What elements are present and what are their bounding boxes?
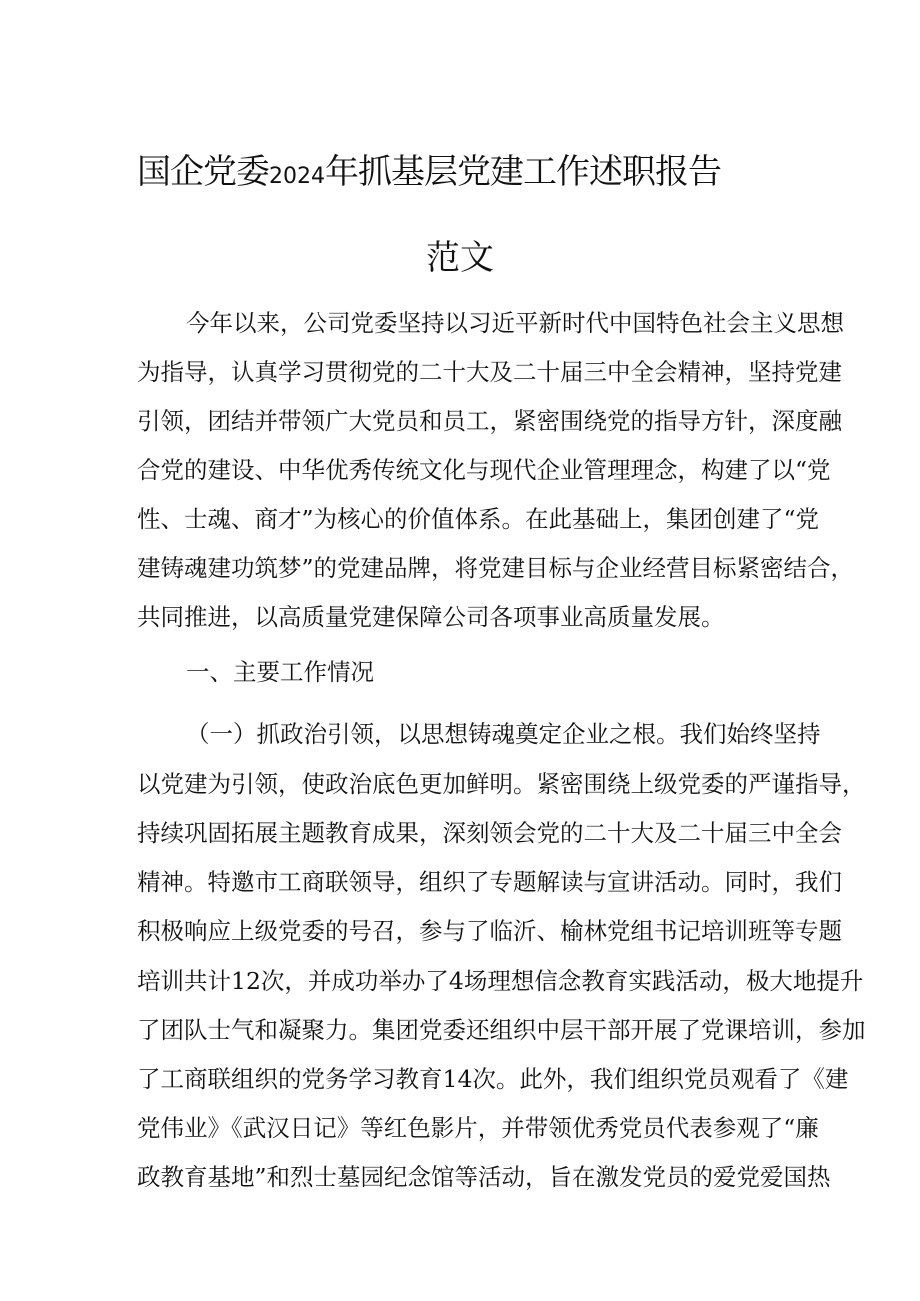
section-heading: 一、主要工作情况 bbox=[186, 658, 374, 686]
section-line: 持续巩固拓展主题教育成果，深刻领会党的二十大及二十届三中全会 bbox=[137, 819, 842, 847]
section-line: 积极响应上级党委的号召，参与了临沂、榆林党组书记培训班等专题 bbox=[137, 917, 842, 945]
title-year: 2024 bbox=[269, 164, 325, 189]
section-line: 以党建为引领，使政治底色更加鲜明。紧密围绕上级党委的严谨指导， bbox=[137, 770, 866, 798]
intro-line: 共同推进，以高质量党建保障公司各项事业高质量发展。 bbox=[137, 603, 725, 631]
section-line: 培训共计12次，并成功举办了4场理想信念教育实践活动，极大地提升 bbox=[137, 967, 864, 995]
intro-line: 今年以来，公司党委坚持以习近平新时代中国特色社会主义思想 bbox=[186, 309, 844, 337]
intro-line: 为指导，认真学习贯彻党的二十大及二十届三中全会精神，坚持党建 bbox=[137, 358, 842, 386]
intro-line: 引领，团结并带领广大党员和员工，紧密围绕党的指导方针，深度融 bbox=[137, 407, 842, 435]
intro-line: 合党的建设、中华优秀传统文化与现代企业管理理念，构建了以“党 bbox=[137, 456, 831, 484]
section-line: 精神。特邀市工商联领导，组织了专题解读与宣讲活动。同时，我们 bbox=[137, 868, 842, 896]
section-line: 政教育基地”和烈士墓园纪念馆等活动，旨在激发党员的爱党爱国热 bbox=[137, 1163, 831, 1191]
document-title-line-2: 范文 bbox=[426, 238, 494, 278]
intro-line: 建铸魂建功筑梦”的党建品牌，将党建目标与企业经营目标紧密结合， bbox=[137, 554, 855, 582]
section-line: 了团队士气和凝聚力。集团党委还组织中层干部开展了党课培训，参加 bbox=[137, 1016, 866, 1044]
document-title bbox=[137, 150, 837, 199]
title-part-1: 国企党委 bbox=[137, 152, 269, 192]
section-line: 党伟业》《武汉日记》等红色影片，并带领优秀党员代表参观了“廉 bbox=[137, 1114, 819, 1142]
section-line: 了工商联组织的党务学习教育14次。此外，我们组织党员观看了《建 bbox=[137, 1065, 849, 1093]
intro-line: 性、士魂、商才”为核心的价值体系。在此基础上，集团创建了“党 bbox=[137, 505, 820, 533]
section-line: （一）抓政治引领，以思想铸魂奠定企业之根。我们始终坚持 bbox=[186, 720, 821, 748]
title-part-2: 年抓基层党建工作述职报告 bbox=[325, 152, 721, 192]
